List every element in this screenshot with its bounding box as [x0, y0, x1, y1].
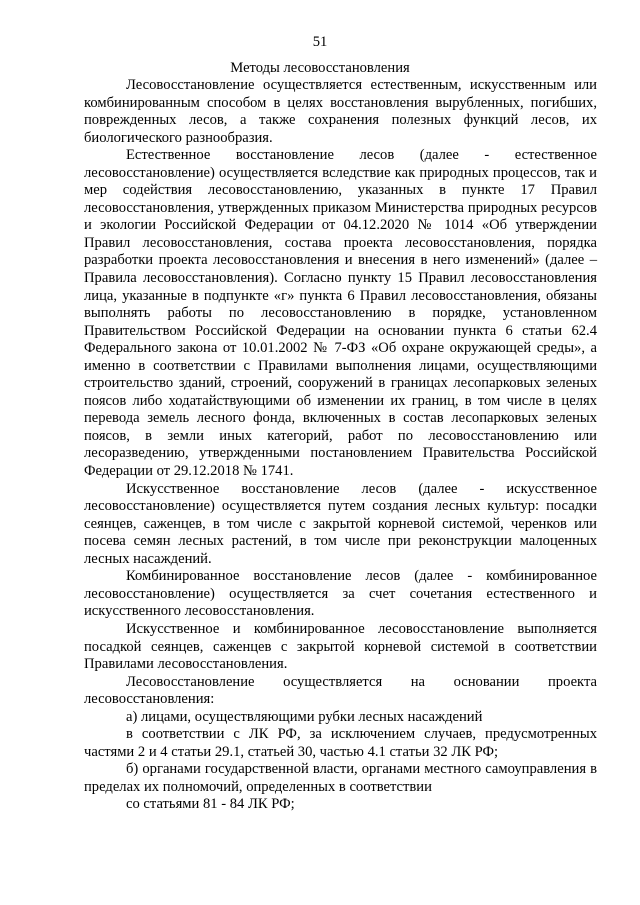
list-item-a-continuation: в соответствии с ЛК РФ, за исключением случаев, предусмотренных частями 2 и 4 статьи 29.1, статьей 30, частью 4.1 статьи 32 ЛК РФ; [84, 726, 597, 760]
paragraph: Естественное восстановление лесов (далее - естественное лесовосстановление) осуществляется вследствие как природных процессов, так и мер содействия лесовосстановлению, указанных в пункте 17 Правил лесовосстановления, утвержденных приказом Министерства природных ресурсов и экологии Российской Федерации от 04.12.2020 № 1014 «Об утверждении Правил лесовосстановления, состава проекта лесовосстановления, порядка разработки проекта лесовосстановления и внесения в него изменений» (далее – Правила лесовосстановления). Согласно пункту 15 Правил лесовосстановления лица, указанные в подпункте «г» пункта 6 Правил лесовосстановления, обязаны выполнять работы по лесовосстановлению в порядке, установленном Правительством Российской Федерации на основании пункта 6 статьи 62.4 Федерального закона от 10.01.2002 № 7-ФЗ «Об охране окружающей среды», а именно в соответствии с Правилами выполнения лицами, осуществляющими строительство зданий, строений, сооружений в границах лесопарковых зеленых поясов либо ходатайствующими об изменении их границ, в том числе в целях перевода земель лесного фонда, включенных в состав лесопарковых зеленых поясов, в земли иных категорий, работ по лесовосстановлению или лесоразведению, утвержденными постановлением Правительства Российской Федерации от 29.12.2018 № 1741. [84, 147, 597, 480]
list-item-a: а) лицами, осуществляющими рубки лесных насаждений [126, 708, 483, 725]
list-item-b: б) органами государственной власти, органами местного самоуправления в пределах их полномочий, определенных в соответствии [84, 761, 597, 795]
list-item-b-continuation: со статьями 81 - 84 ЛК РФ; [126, 796, 295, 813]
paragraph: Искусственное восстановление лесов (далее - искусственное лесовосстановление) осуществляется путем создания лесных культур: посадки сеянцев, саженцев, в том числе с закрытой корневой системой, черенков или посева семян лесных растений, в том числе при реконструкции малоценных лесных насаждений. [84, 480, 597, 567]
section-heading: Методы лесовосстановления [230, 60, 410, 76]
document-body [84, 77, 597, 814]
paragraph: Лесовосстановление осуществляется естественным, искусственным или комбинированным способом в целях восстановления вырубленных, погибших, поврежденных лесов, а также сохранения полезных функций лесов, их биологического разнообразия. [84, 77, 597, 146]
page-number: 51 [312, 34, 328, 50]
paragraph: Комбинированное восстановление лесов (далее - комбинированное лесовосстановление) осуществляется за счет сочетания естественного и искусственного лесовосстановления. [84, 568, 597, 620]
paragraph: Искусственное и комбинированное лесовосстановление выполняется посадкой сеянцев, саженцев с закрытой корневой системой в соответствии Правилами лесовосстановления. [84, 620, 597, 673]
paragraph: Лесовосстановление осуществляется на основании проекта лесовосстановления: [84, 673, 597, 708]
